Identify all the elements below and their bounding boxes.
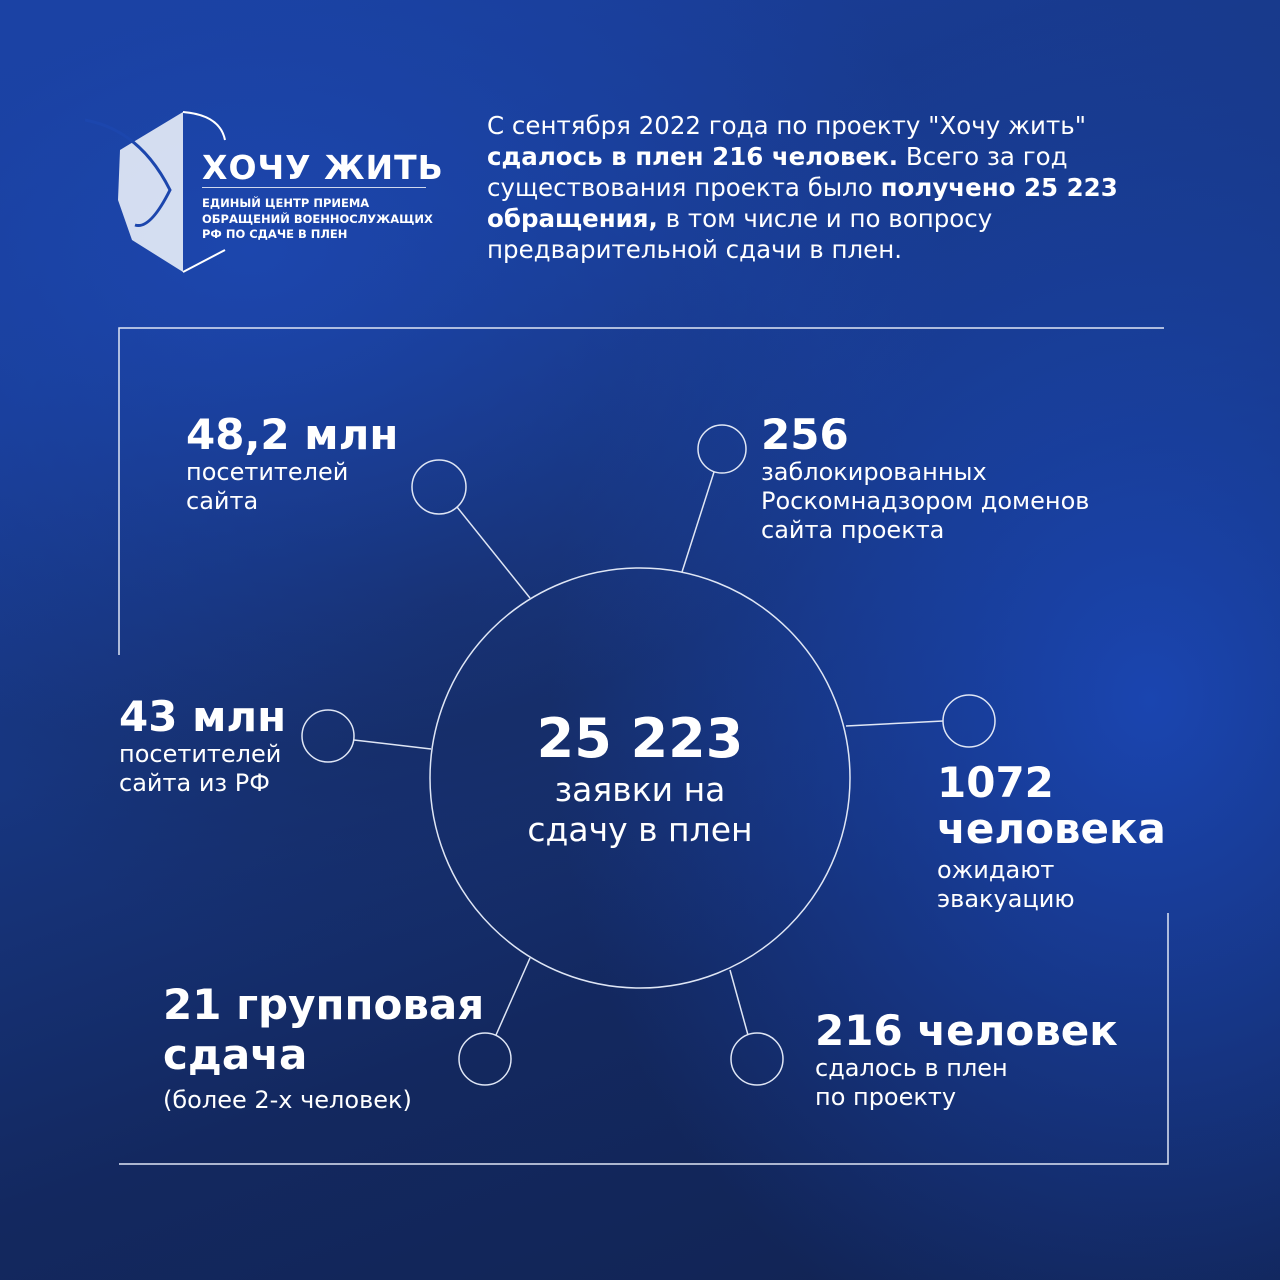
stat-visitors xyxy=(186,412,398,516)
logo-shield xyxy=(85,112,225,272)
node-circle xyxy=(943,695,995,747)
intro-part: С сентября 2022 года по проекту "Хочу жить" xyxy=(487,111,1086,140)
stat-group-surrender xyxy=(163,980,484,1115)
stat-value: 43 млн xyxy=(119,692,287,741)
logo-subtitle-line: ОБРАЩЕНИЙ ВОЕННОСЛУЖАЩИХ xyxy=(202,211,433,226)
stat-visitors-rf xyxy=(119,694,286,798)
connector xyxy=(682,472,714,572)
logo-subtitle-line: РФ ПО СДАЧЕ В ПЛЕН xyxy=(202,227,348,241)
connector xyxy=(354,740,431,749)
stat-value: 256 xyxy=(761,410,849,459)
stat-label: заблокированных xyxy=(761,458,987,486)
stat-value: сдача xyxy=(163,1030,308,1079)
stat-label: ожидают xyxy=(937,856,1055,884)
stat-label: сдалось в плен xyxy=(815,1054,1008,1082)
node-circle xyxy=(412,460,466,514)
logo-title: ХОЧУ ЖИТЬ xyxy=(202,148,444,187)
intro-bold: получено 25 223 обращения, xyxy=(487,173,1118,233)
stat-label: эвакуацию xyxy=(937,885,1075,913)
connector xyxy=(846,721,943,726)
stat-label: посетителей xyxy=(186,458,349,486)
stat-value: 216 человек xyxy=(815,1006,1118,1055)
center-label: заявки на xyxy=(554,770,726,809)
logo-subtitle xyxy=(202,196,433,243)
stat-label: сайта проекта xyxy=(761,516,945,544)
intro-part: в том числе и по вопросу предварительной сдачи в плен. xyxy=(487,204,993,264)
stat-label: сайта из РФ xyxy=(119,769,270,797)
stat-value: 21 групповая xyxy=(163,980,485,1029)
center-value: 25 223 xyxy=(536,707,744,770)
stat-label: по проекту xyxy=(815,1083,957,1111)
stat-label: Роскомнадзором доменов xyxy=(761,487,1090,515)
intro-text xyxy=(487,110,1167,265)
stat-value: 1072 xyxy=(937,758,1054,807)
stat-blocked-domains xyxy=(761,412,1089,545)
node-circle xyxy=(731,1033,783,1085)
logo-divider xyxy=(202,187,426,188)
stat-label: (более 2-х человек) xyxy=(163,1086,412,1114)
stat-label: сайта xyxy=(186,487,259,515)
center-label: сдачу в плен xyxy=(527,810,753,849)
connector xyxy=(730,970,748,1035)
stat-value: человека xyxy=(937,804,1166,853)
node-circle xyxy=(698,425,746,473)
stat-value: 48,2 млн xyxy=(186,410,399,459)
stat-surrendered xyxy=(815,1008,1118,1112)
stat-evacuation xyxy=(937,760,1166,914)
logo-subtitle-line: ЕДИНЫЙ ЦЕНТР ПРИЕМА xyxy=(202,196,370,210)
intro-part: Всего за год существования проекта было xyxy=(487,142,1068,202)
node-circle xyxy=(302,710,354,762)
connector xyxy=(457,507,530,598)
stat-label: посетителей xyxy=(119,740,282,768)
intro-bold: сдалось в плен 216 человек. xyxy=(487,142,899,171)
connector xyxy=(496,958,530,1035)
center-stat xyxy=(440,708,840,850)
